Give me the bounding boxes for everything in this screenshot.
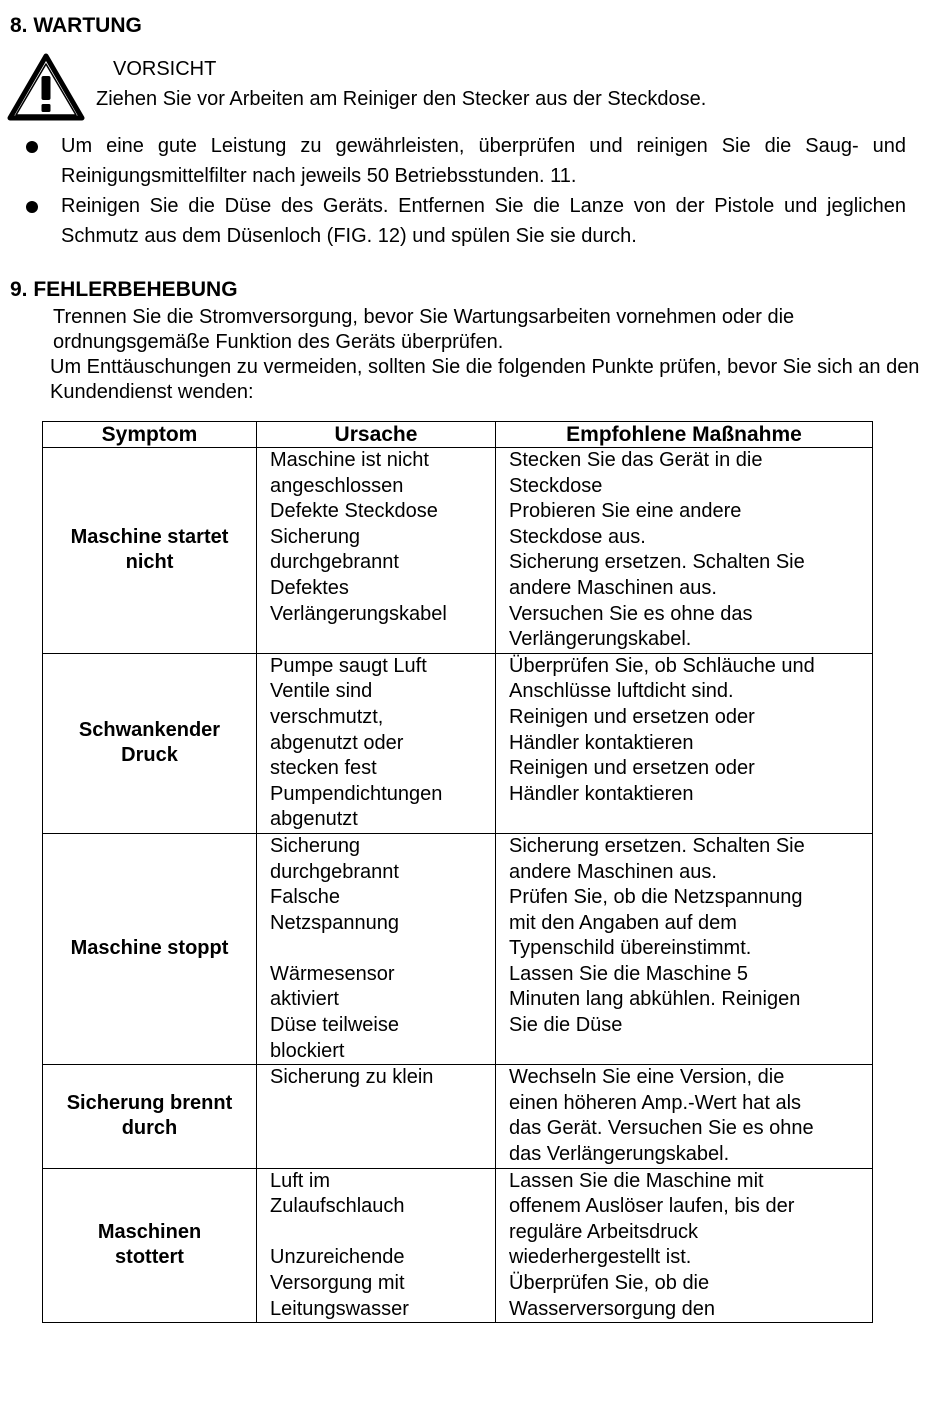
cell-line: Steckdose aus. xyxy=(509,525,646,548)
cell-line: Maschinen xyxy=(97,1220,202,1243)
troubleshooting-intro-2: Um Enttäuschungen zu vermeiden, sollten Sie die folgenden Punkte prüfen, bevor Sie sich an den Kundendienst wenden: xyxy=(50,356,920,403)
cell-line: mit den Angaben auf dem xyxy=(509,911,737,934)
cell-line: Verlängerungskabel. xyxy=(509,628,692,651)
symptom-cell xyxy=(43,653,257,833)
cell-line: durch xyxy=(121,1117,178,1140)
action-cell xyxy=(496,833,873,1064)
action-cell xyxy=(496,1065,873,1168)
cell-line: andere Maschinen aus. xyxy=(509,860,717,883)
cell-line: Anschlüsse luftdicht sind. xyxy=(509,680,734,703)
cell-line: Maschine ist nicht xyxy=(270,449,429,471)
cell-line: durchgebrannt xyxy=(270,551,399,574)
cell-line: Reinigen und ersetzen oder xyxy=(509,705,755,728)
cell-line: Zulaufschlauch xyxy=(270,1195,405,1218)
cell-line: Verlängerungskabel xyxy=(270,602,447,625)
table-row xyxy=(43,1168,873,1323)
cell-line: Unzureichende xyxy=(270,1246,405,1269)
cell-line: Sicherung brennt xyxy=(66,1091,233,1114)
cell-line: Düse teilweise xyxy=(270,1014,399,1037)
cell-line: Ventile sind xyxy=(270,680,373,703)
action-cell xyxy=(496,448,873,654)
cell-line: Sicherung ersetzen. Schalten Sie xyxy=(509,551,805,574)
cell-line: Leitungswasser xyxy=(270,1297,409,1320)
cell-line: Sicherung xyxy=(270,525,361,548)
cause-cell xyxy=(257,653,496,833)
cell-line: Defekte Steckdose xyxy=(270,500,438,523)
cell-line: Druck xyxy=(121,744,178,767)
troubleshooting-table xyxy=(42,421,873,1323)
cell-line: Sie die Düse xyxy=(509,1014,623,1037)
cell-line: Sicherung xyxy=(270,834,361,857)
cell-line: Steckdose xyxy=(509,474,603,497)
cell-line: Überprüfen Sie, ob Schläuche und xyxy=(509,654,815,677)
cell-line: Überprüfen Sie, ob die xyxy=(509,1272,710,1294)
cell-line: Falsche xyxy=(270,886,341,909)
troubleshooting-intro-1: Trennen Sie die Stromversorgung, bevor Sie Wartungsarbeiten vornehmen oder die ordnungsgemäße Funktion des Geräts überprüfen. xyxy=(53,306,795,353)
cell-line: Pumpe saugt Luft xyxy=(270,654,427,677)
cell-line: blockiert xyxy=(270,1039,345,1062)
cell-line: Wechseln Sie eine Version, die xyxy=(509,1066,785,1089)
cell-line: Sicherung zu klein xyxy=(270,1066,434,1089)
cell-line: abgenutzt oder xyxy=(270,731,404,754)
table-row xyxy=(43,653,873,833)
bullet-dot xyxy=(26,201,38,213)
cell-line xyxy=(270,1220,495,1246)
symptom-cell xyxy=(43,448,257,654)
caution-label: VORSICHT xyxy=(113,58,217,80)
cause-cell xyxy=(257,448,496,654)
cell-line: Wasserversorgung den xyxy=(509,1297,716,1320)
cell-line: reguläre Arbeitsdruck xyxy=(509,1220,698,1243)
cell-line: das Verlängerungskabel. xyxy=(509,1143,730,1166)
cell-line: offenem Auslöser laufen, bis der xyxy=(509,1195,795,1218)
table-row xyxy=(43,1065,873,1168)
cell-line: stottert xyxy=(115,1246,184,1269)
cell-line: Prüfen Sie, ob die Netzspannung xyxy=(509,886,803,909)
cell-line: andere Maschinen aus. xyxy=(509,576,717,599)
cell-line: Händler kontaktieren xyxy=(509,782,694,805)
cell-line: Wärmesensor xyxy=(270,962,395,985)
cell-line: Probieren Sie eine andere xyxy=(509,500,742,523)
table-row xyxy=(43,448,873,654)
cell-line: Maschine startet xyxy=(70,525,229,548)
cell-line: einen höheren Amp.-Wert hat als xyxy=(509,1091,802,1114)
cell-line: Pumpendichtungen xyxy=(270,782,443,805)
symptom-cell xyxy=(43,833,257,1064)
cell-line: Versorgung mit xyxy=(270,1272,405,1294)
cell-line: stecken fest xyxy=(270,757,377,780)
cell-line: Schwankender xyxy=(78,718,221,741)
header-action: Empfohlene Maßnahme xyxy=(496,422,873,448)
table-header-row xyxy=(43,422,873,448)
cell-line: nicht xyxy=(125,551,174,574)
cell-line: Sicherung ersetzen. Schalten Sie xyxy=(509,834,805,857)
cell-line: Stecken Sie das Gerät in die xyxy=(509,449,763,471)
cause-cell xyxy=(257,1065,496,1168)
cell-line: verschmutzt, xyxy=(270,705,384,728)
action-cell xyxy=(496,653,873,833)
cell-line: durchgebrannt xyxy=(270,860,399,883)
cell-line: wiederhergestellt ist. xyxy=(509,1246,692,1269)
bullet-text: Reinigen Sie die Düse des Geräts. Entfernen Sie die Lanze von der Pistole und jeglichen Schmutz aus dem Düsenloch (FIG. 12) und spülen Sie sie durch. xyxy=(61,195,906,247)
cell-line: Minuten lang abkühlen. Reinigen xyxy=(509,988,801,1011)
cell-line: Defektes xyxy=(270,576,349,599)
symptom-cell xyxy=(43,1168,257,1323)
header-symptom: Symptom xyxy=(43,422,257,448)
symptom-cell xyxy=(43,1065,257,1168)
bullet-dot xyxy=(26,141,38,153)
cell-line: Maschine stoppt xyxy=(70,937,229,960)
section-8-heading: 8. WARTUNG xyxy=(10,14,142,37)
cause-cell xyxy=(257,833,496,1064)
cell-line: das Gerät. Versuchen Sie es ohne xyxy=(509,1117,814,1140)
cause-cell xyxy=(257,1168,496,1323)
cell-line: Versuchen Sie es ohne das xyxy=(509,602,753,625)
header-cause: Ursache xyxy=(257,422,496,448)
action-cell xyxy=(496,1168,873,1323)
caution-text: Ziehen Sie vor Arbeiten am Reiniger den Stecker aus der Steckdose. xyxy=(96,88,707,110)
cell-line: Lassen Sie die Maschine 5 xyxy=(509,962,749,985)
cell-line: Typenschild übereinstimmt. xyxy=(509,937,752,960)
cell-line: Netzspannung xyxy=(270,911,399,934)
cell-line: Luft im xyxy=(270,1169,331,1192)
cell-line: abgenutzt xyxy=(270,808,358,831)
table-row xyxy=(43,833,873,1064)
cell-line: angeschlossen xyxy=(270,474,404,497)
cell-line: Händler kontaktieren xyxy=(509,731,694,754)
cell-line: aktiviert xyxy=(270,988,339,1011)
section-9-heading: 9. FEHLERBEHEBUNG xyxy=(10,278,238,301)
cell-line: Reinigen und ersetzen oder xyxy=(509,757,755,780)
bullet-text: Um eine gute Leistung zu gewährleisten, überprüfen und reinigen Sie die Saug- und Reinigungsmittelfilter nach jeweils 50 Betriebsstunden. 11. xyxy=(61,135,906,187)
warning-triangle-icon xyxy=(7,52,85,122)
cell-line xyxy=(270,936,495,962)
cell-line: Lassen Sie die Maschine mit xyxy=(509,1169,764,1192)
